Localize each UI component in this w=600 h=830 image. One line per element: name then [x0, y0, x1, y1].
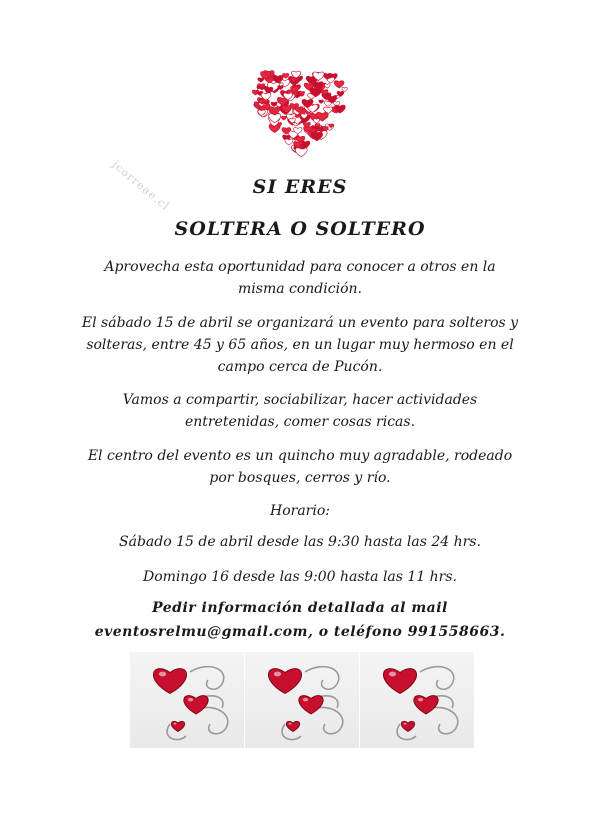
- small-heart-shape: [283, 73, 289, 78]
- schedule-saturday: Sábado 15 de abril desde las 9:30 hasta las 24 hrs.: [119, 534, 481, 550]
- hearts-swirl-icon: [360, 652, 474, 748]
- swirl-ornament: [190, 667, 224, 690]
- red-heart-shape: [401, 721, 414, 731]
- heart-highlight: [188, 698, 193, 702]
- small-heart-shape: [334, 81, 344, 88]
- small-heart-shape: [342, 87, 347, 91]
- red-heart-shape: [268, 669, 301, 694]
- venue-paragraph: El centro del evento es un quincho muy agradable, rodeado por bosques, cerros y río.: [87, 448, 513, 486]
- red-heart-shape: [383, 669, 416, 694]
- red-heart-shape: [184, 696, 208, 714]
- red-heart-shape: [171, 721, 184, 731]
- heart-highlight: [418, 698, 423, 702]
- small-heart-shape: [319, 100, 324, 103]
- contact-line-1: Pedir información detallada al mail: [152, 600, 448, 616]
- intro-paragraph: Aprovecha esta oportunidad para conocer a otros en la misma condición.: [104, 259, 496, 297]
- red-heart-shape: [286, 721, 299, 731]
- heart-highlight: [174, 723, 177, 725]
- title-line-1: SI ERES: [252, 176, 348, 198]
- contact-line-2[interactable]: eventosrelmu@gmail.com, o teléfono 991558663.: [94, 624, 506, 640]
- activities-paragraph: Vamos a compartir, sociabilizar, hacer actividades entretenidas, comer cosas ricas.: [122, 392, 478, 430]
- schedule-sunday: Domingo 16 desde las 9:00 hasta las 11 hrs.: [142, 569, 458, 585]
- small-heart-shape: [324, 84, 330, 88]
- heart-highlight: [303, 698, 308, 702]
- heart-highlight: [404, 723, 407, 725]
- small-heart-shape: [258, 78, 264, 82]
- heart-highlight: [289, 723, 292, 725]
- heart-highlight: [389, 672, 396, 677]
- hearts-swirl-icon: [130, 652, 244, 748]
- small-heart-shape: [313, 119, 319, 124]
- red-heart-shape: [153, 669, 186, 694]
- red-heart-shape: [299, 696, 323, 714]
- small-heart-shape: [271, 102, 277, 106]
- schedule-label: Horario:: [270, 503, 330, 519]
- small-heart-shape: [285, 139, 293, 145]
- title-line-2: SOLTERA O SOLTERO: [174, 218, 426, 240]
- watermark: jcorreae.cl: [109, 158, 172, 214]
- swirl-ornament: [420, 667, 454, 690]
- event-details-paragraph: El sábado 15 de abril se organizará un evento para solteros y solteras, entre 45 y 65 años, en un lugar muy hermoso en el campo cerca de Pucón.: [81, 315, 519, 375]
- small-heart-shape: [295, 148, 307, 157]
- small-heart-shape: [281, 116, 286, 120]
- hearts-swirl-icon: [245, 652, 359, 748]
- red-heart-shape: [414, 696, 438, 714]
- heart-highlight: [274, 672, 281, 677]
- heart-highlight: [159, 672, 166, 677]
- contact-block: [60, 596, 540, 644]
- heart-cluster-icon: [247, 70, 353, 162]
- hearts-image-strip: [130, 652, 474, 748]
- swirl-ornament: [305, 667, 339, 690]
